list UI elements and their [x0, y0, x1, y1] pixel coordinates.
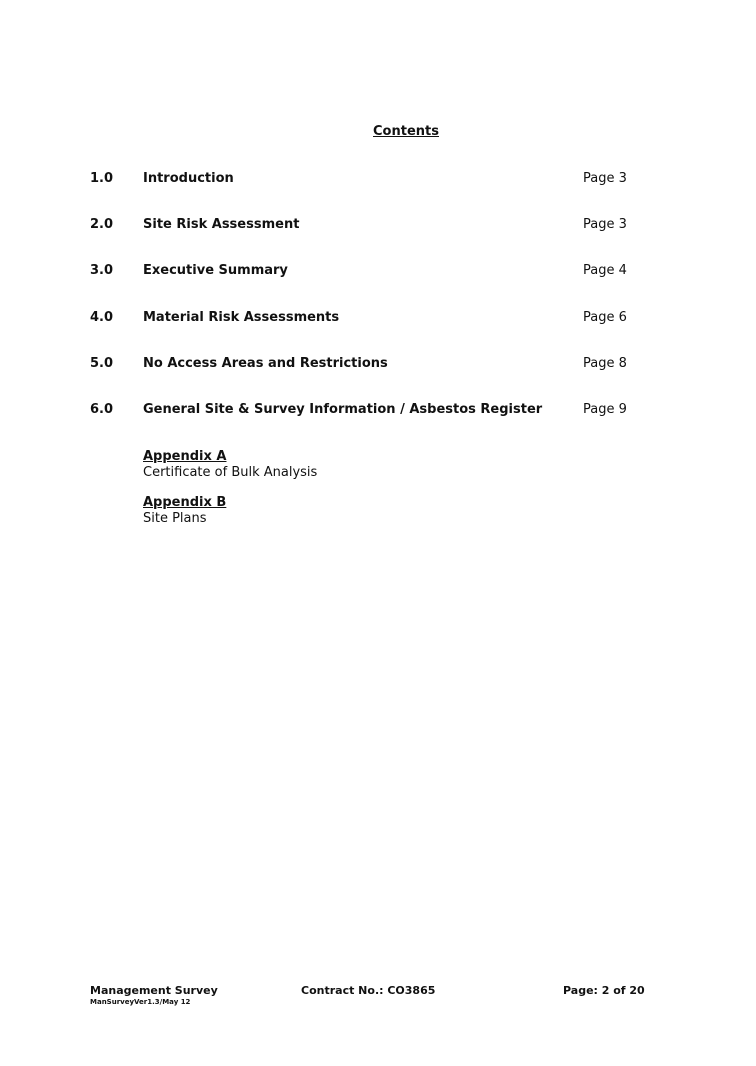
appendix-description: Site Plans	[143, 511, 207, 526]
toc-title: Site Risk Assessment	[143, 217, 300, 232]
toc-row-6	[0, 402, 756, 420]
toc-row-4	[0, 310, 756, 328]
toc-row-2	[0, 217, 756, 235]
toc-title: Material Risk Assessments	[143, 310, 340, 325]
appendix-title: Appendix B	[143, 495, 227, 510]
toc-number: 2.0	[90, 217, 114, 232]
footer-page-number: Page: 2 of 20	[563, 984, 645, 997]
contents-heading: Contents	[373, 124, 439, 139]
toc-page: Page 3	[583, 171, 627, 186]
toc-title: General Site & Survey Information / Asbestos Register	[143, 402, 543, 417]
toc-page: Page 4	[583, 263, 627, 278]
footer-contract: Contract No.: CO3865	[301, 984, 436, 997]
appendix-description: Certificate of Bulk Analysis	[143, 465, 318, 480]
toc-number: 3.0	[90, 263, 114, 278]
appendix-title: Appendix A	[143, 449, 227, 464]
toc-page: Page 9	[583, 402, 627, 417]
toc-title: Introduction	[143, 171, 234, 186]
footer-left	[90, 984, 218, 1006]
toc-number: 1.0	[90, 171, 114, 186]
appendix-b	[143, 495, 226, 527]
appendix-a	[143, 449, 317, 481]
toc-title: No Access Areas and Restrictions	[143, 356, 388, 371]
footer-doc-version: ManSurveyVer1.3/May 12	[90, 998, 191, 1006]
toc-title: Executive Summary	[143, 263, 288, 278]
toc-page: Page 3	[583, 217, 627, 232]
toc-number: 5.0	[90, 356, 114, 371]
toc-row-1	[0, 171, 756, 189]
footer-doc-title: Management Survey	[90, 984, 218, 997]
toc-page: Page 6	[583, 310, 627, 325]
toc-row-3	[0, 263, 756, 281]
toc-number: 6.0	[90, 402, 114, 417]
toc-number: 4.0	[90, 310, 114, 325]
toc-row-5	[0, 356, 756, 374]
toc-page: Page 8	[583, 356, 627, 371]
